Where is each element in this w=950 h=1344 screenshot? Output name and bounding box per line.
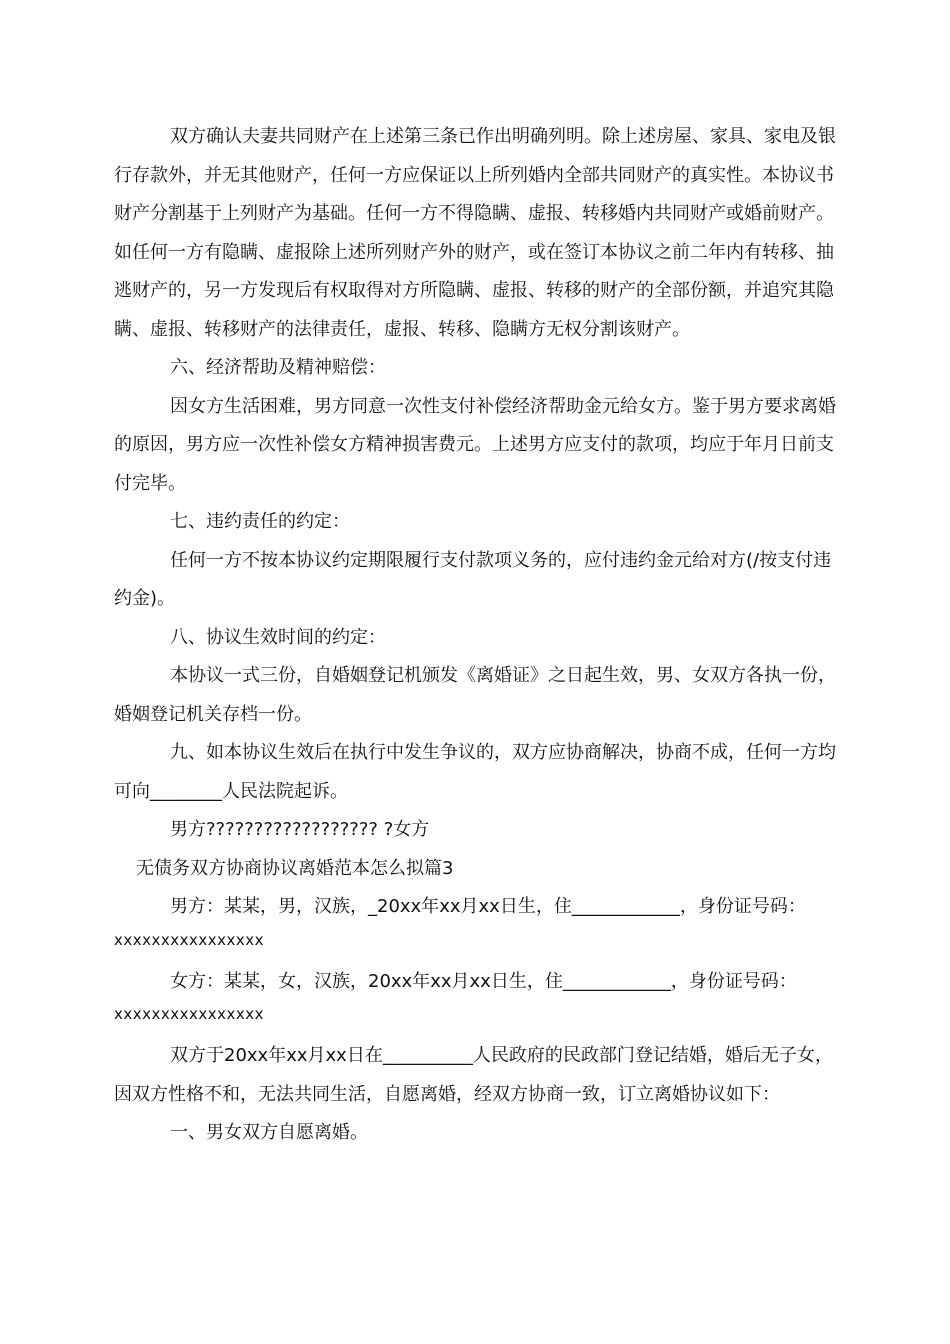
paragraph-effective-time: 本协议一式三份，自婚姻登记机颁发《离婚证》之日起生效，男、女双方各执一份，婚姻登记机关存档一份。 <box>114 665 836 725</box>
paragraph-male-party: 男方：某某，男，汉族，_20xx年xx月xx日生，住____________，身份证号码： <box>170 896 806 917</box>
clause-voluntary-divorce: 一、男女双方自愿离婚。 <box>170 1122 368 1143</box>
male-id-number: xxxxxxxxxxxxxxxx <box>114 930 265 949</box>
paragraph-marriage-registration: 双方于20xx年xx月xx日在__________人民政府的民政部门登记结婚，婚后无子女，因双方性格不和，无法共同生活，自愿离婚，经双方协商一致，订立离婚协议如下： <box>114 1045 833 1105</box>
heading-effective-time: 八、协议生效时间的约定： <box>170 626 386 648</box>
document-body <box>114 118 838 1153</box>
female-id-number: xxxxxxxxxxxxxxxx <box>114 1005 265 1023</box>
paragraph-female-party: 女方：某某，女，汉族，20xx年xx月xx日生，住____________，身份证号码： <box>170 970 797 992</box>
paragraph-property-confirmation: 双方确认夫妻共同财产在上述第三条已作出明确列明。除上述房屋、家具、家电及银行存款外，并无其他财产，任何一方应保证以上所列婚内全部共同财产的真实性。本协议书财产分割基于上列财产为基础。任何一方不得隐瞒、虚报、转移婚内共同财产或婚前财产。如任何一方有隐瞒、虚报除上述所列财产外的财产，或在签订本协议之前二年内有转移、抽逃财产的，另一方发现后有权取得对方所隐瞒、虚报、转移的财产的全部份额，并追究其隐瞒、虚报、转移财产的法律责任，虚报、转移、隐瞒方无权分割该财产。 <box>114 126 836 340</box>
section-title: 无债务双方协商协议离婚范本怎么拟篇3 <box>136 857 454 879</box>
paragraph-breach-liability: 任何一方不按本协议约定期限履行支付款项义务的，应付违约金元给对方(/按支付违约金)。 <box>114 549 832 609</box>
paragraph-economic-help: 因女方生活困难，男方同意一次性支付补偿经济帮助金元给女方。鉴于男方要求离婚的原因，男方应一次性补偿女方精神损害费元。上述男方应支付的款项，均应于年月日前支付完毕。 <box>114 395 836 494</box>
signature-line: 男方?????????????????? ?女方 <box>170 819 430 840</box>
paragraph-dispute: 九、如本协议生效后在执行中发生争议的，双方应协商解决，协商不成，任何一方均可向________人民法院起诉。 <box>114 742 836 802</box>
heading-economic-help: 六、经济帮助及精神赔偿： <box>170 357 386 378</box>
heading-breach-liability: 七、违约责任的约定： <box>170 511 350 532</box>
